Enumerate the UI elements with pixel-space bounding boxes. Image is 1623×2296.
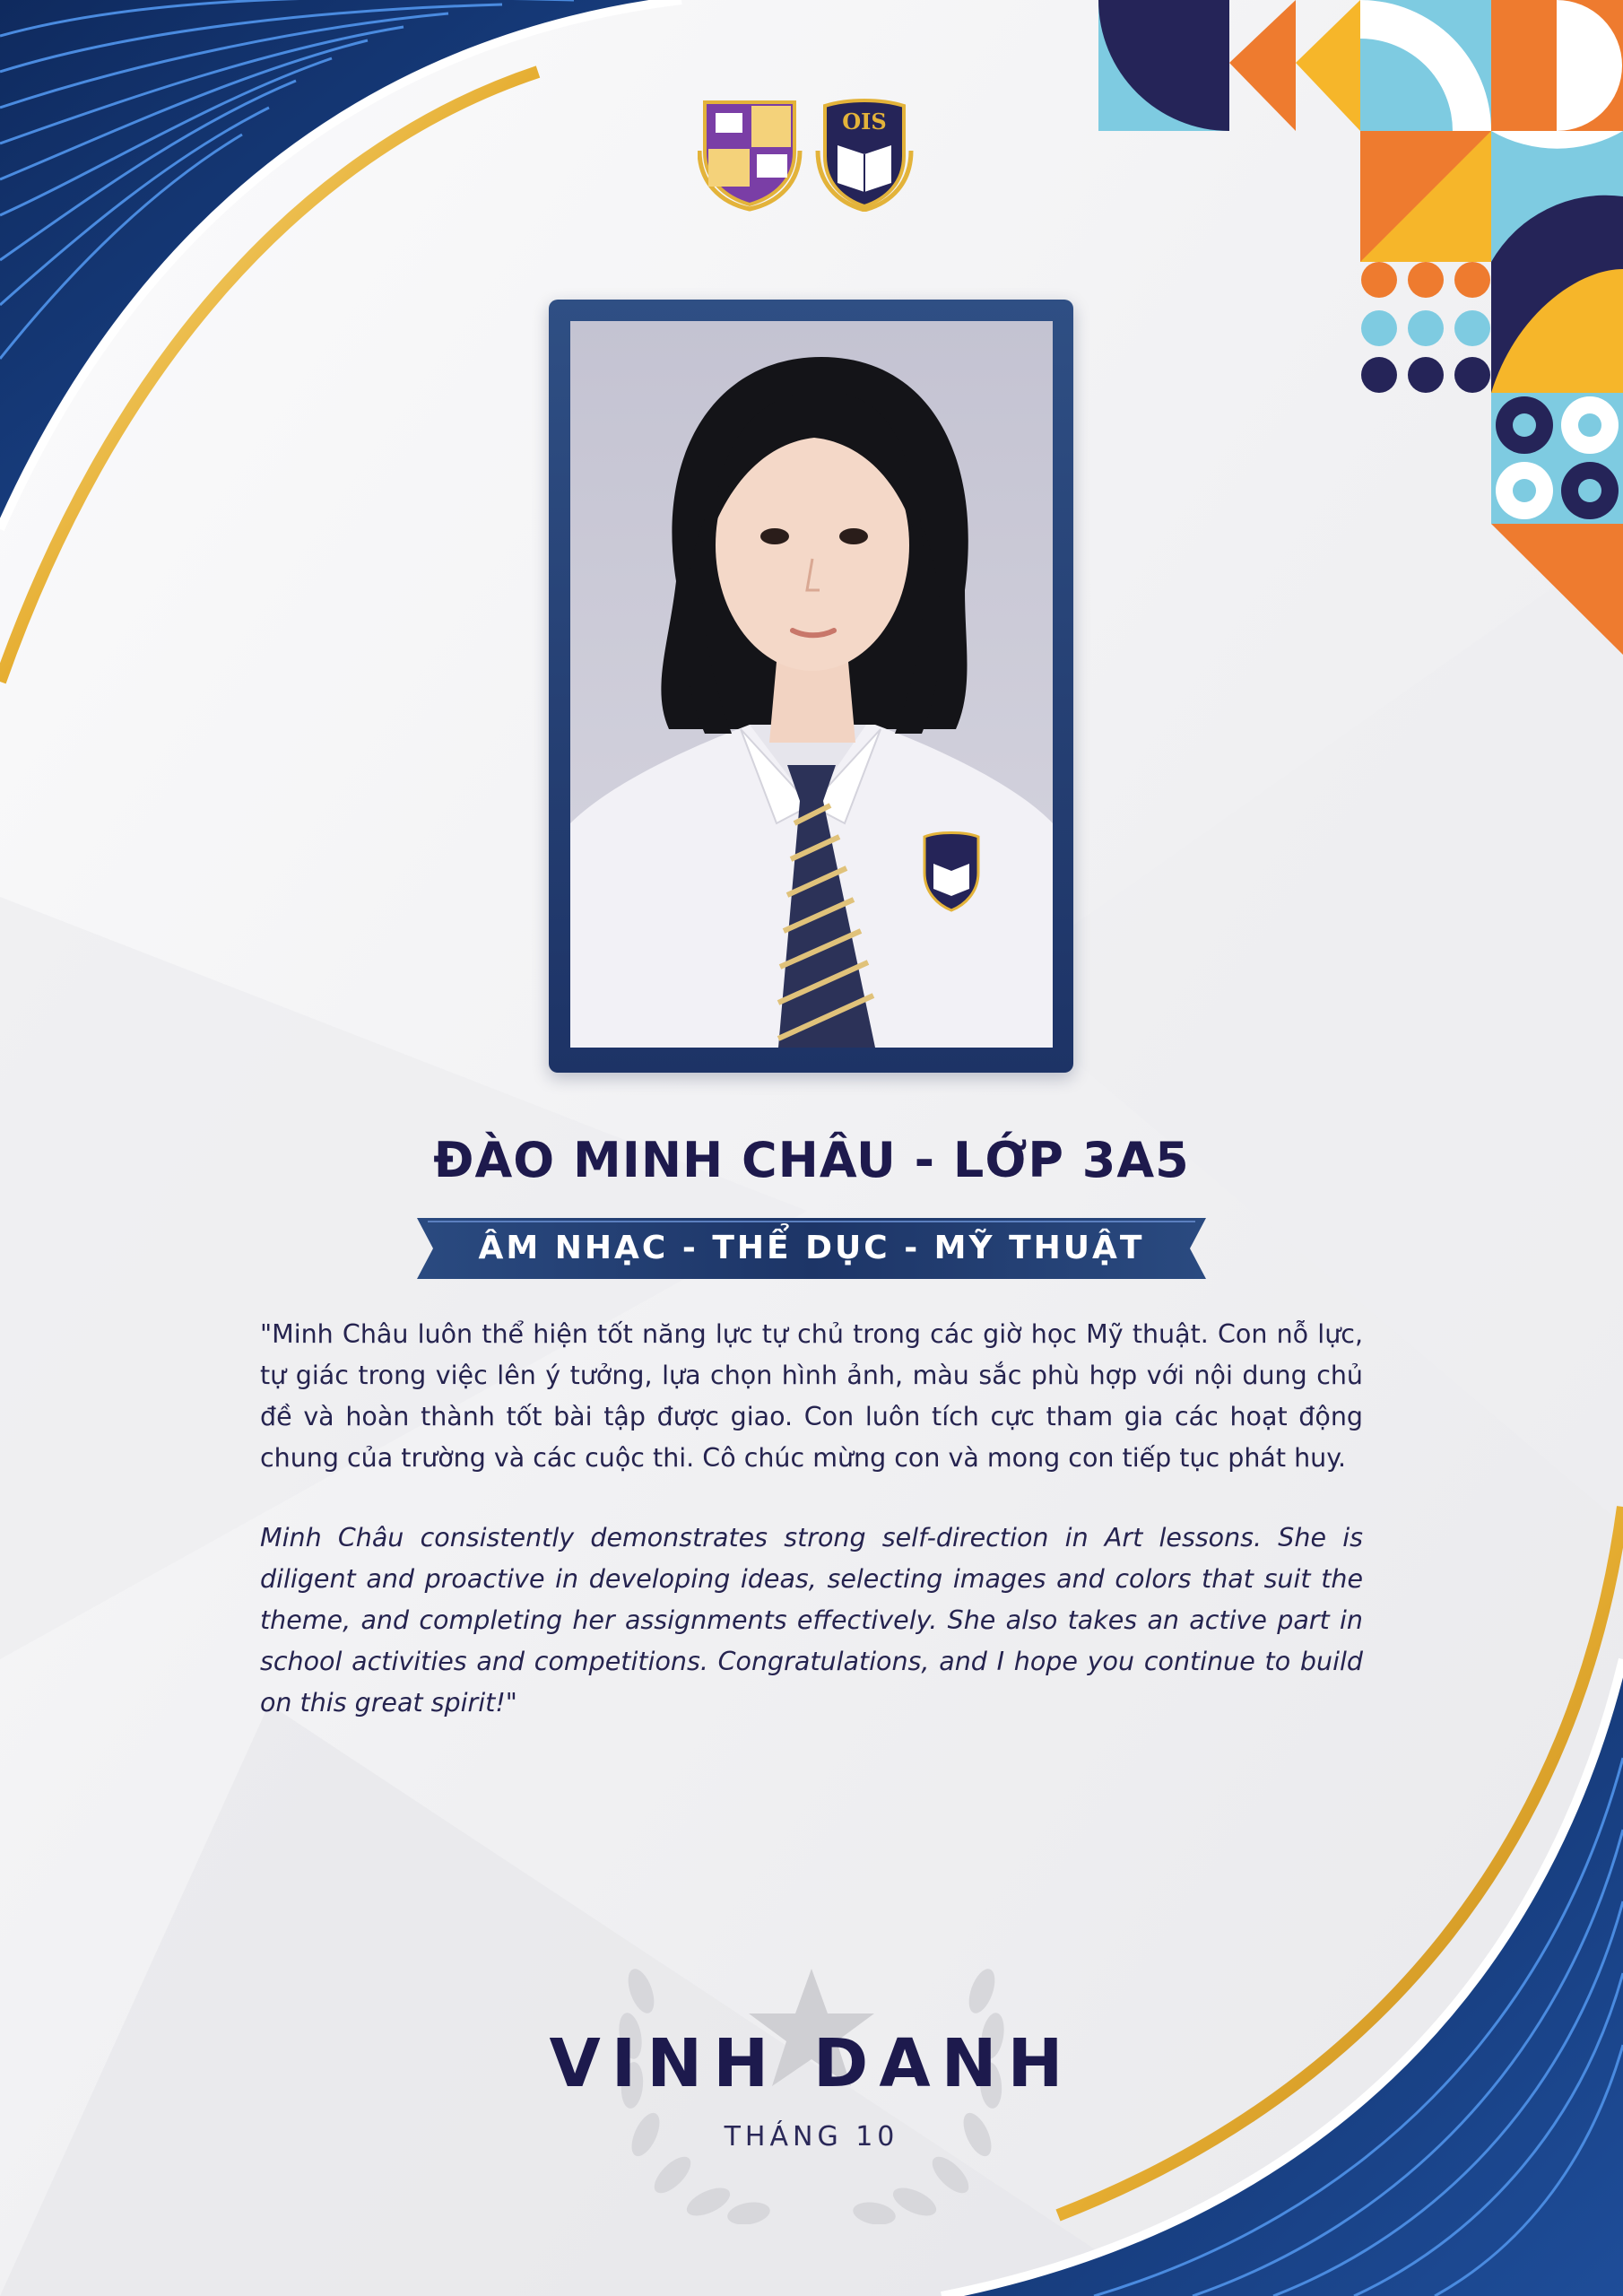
teacher-quote-vietnamese: "Minh Châu luôn thể hiện tốt năng lực tự chủ trong các giờ học Mỹ thuật. Con nỗ lực, tự giác trong việc lên ý tưởng, lựa chọn hình ảnh, màu sắc phù hợp với nội dung chủ đề và hoàn thành tốt bài tập được giao. Con luôn tích cực tham gia các hoạt động chung của trường và các cuộc thi. Cô chúc mừng con và mong con tiếp tục phát huy. <box>260 1319 1363 1473</box>
honor-month: THÁNG 10 <box>724 2121 899 2152</box>
ois-crest-text: OIS <box>842 109 887 135</box>
school-crest-icon <box>699 102 800 209</box>
ois-crest-icon <box>818 100 911 210</box>
student-photo <box>570 321 1053 1048</box>
school-logos <box>698 97 922 212</box>
student-portrait-illustration <box>570 321 1053 1048</box>
honor-title: VINH DANH <box>549 2025 1074 2102</box>
student-name-class: ĐÀO MINH CHÂU - LỚP 3A5 <box>433 1132 1190 1188</box>
teacher-quote-english: Minh Châu consistently demonstrates strong self-direction in Art lessons. She is diligent and proactive in developing ideas, selecting images and colors that suit the theme, and completing her assignments effectively. She also takes an active part in school activities and competitions. Congratulations, and I hope you continue to build on this great spirit!" <box>260 1523 1363 1718</box>
subjects-label: ÂM NHẠC - THỂ DỤC - MỸ THUẬT <box>478 1230 1145 1266</box>
student-photo-frame <box>549 300 1073 1073</box>
